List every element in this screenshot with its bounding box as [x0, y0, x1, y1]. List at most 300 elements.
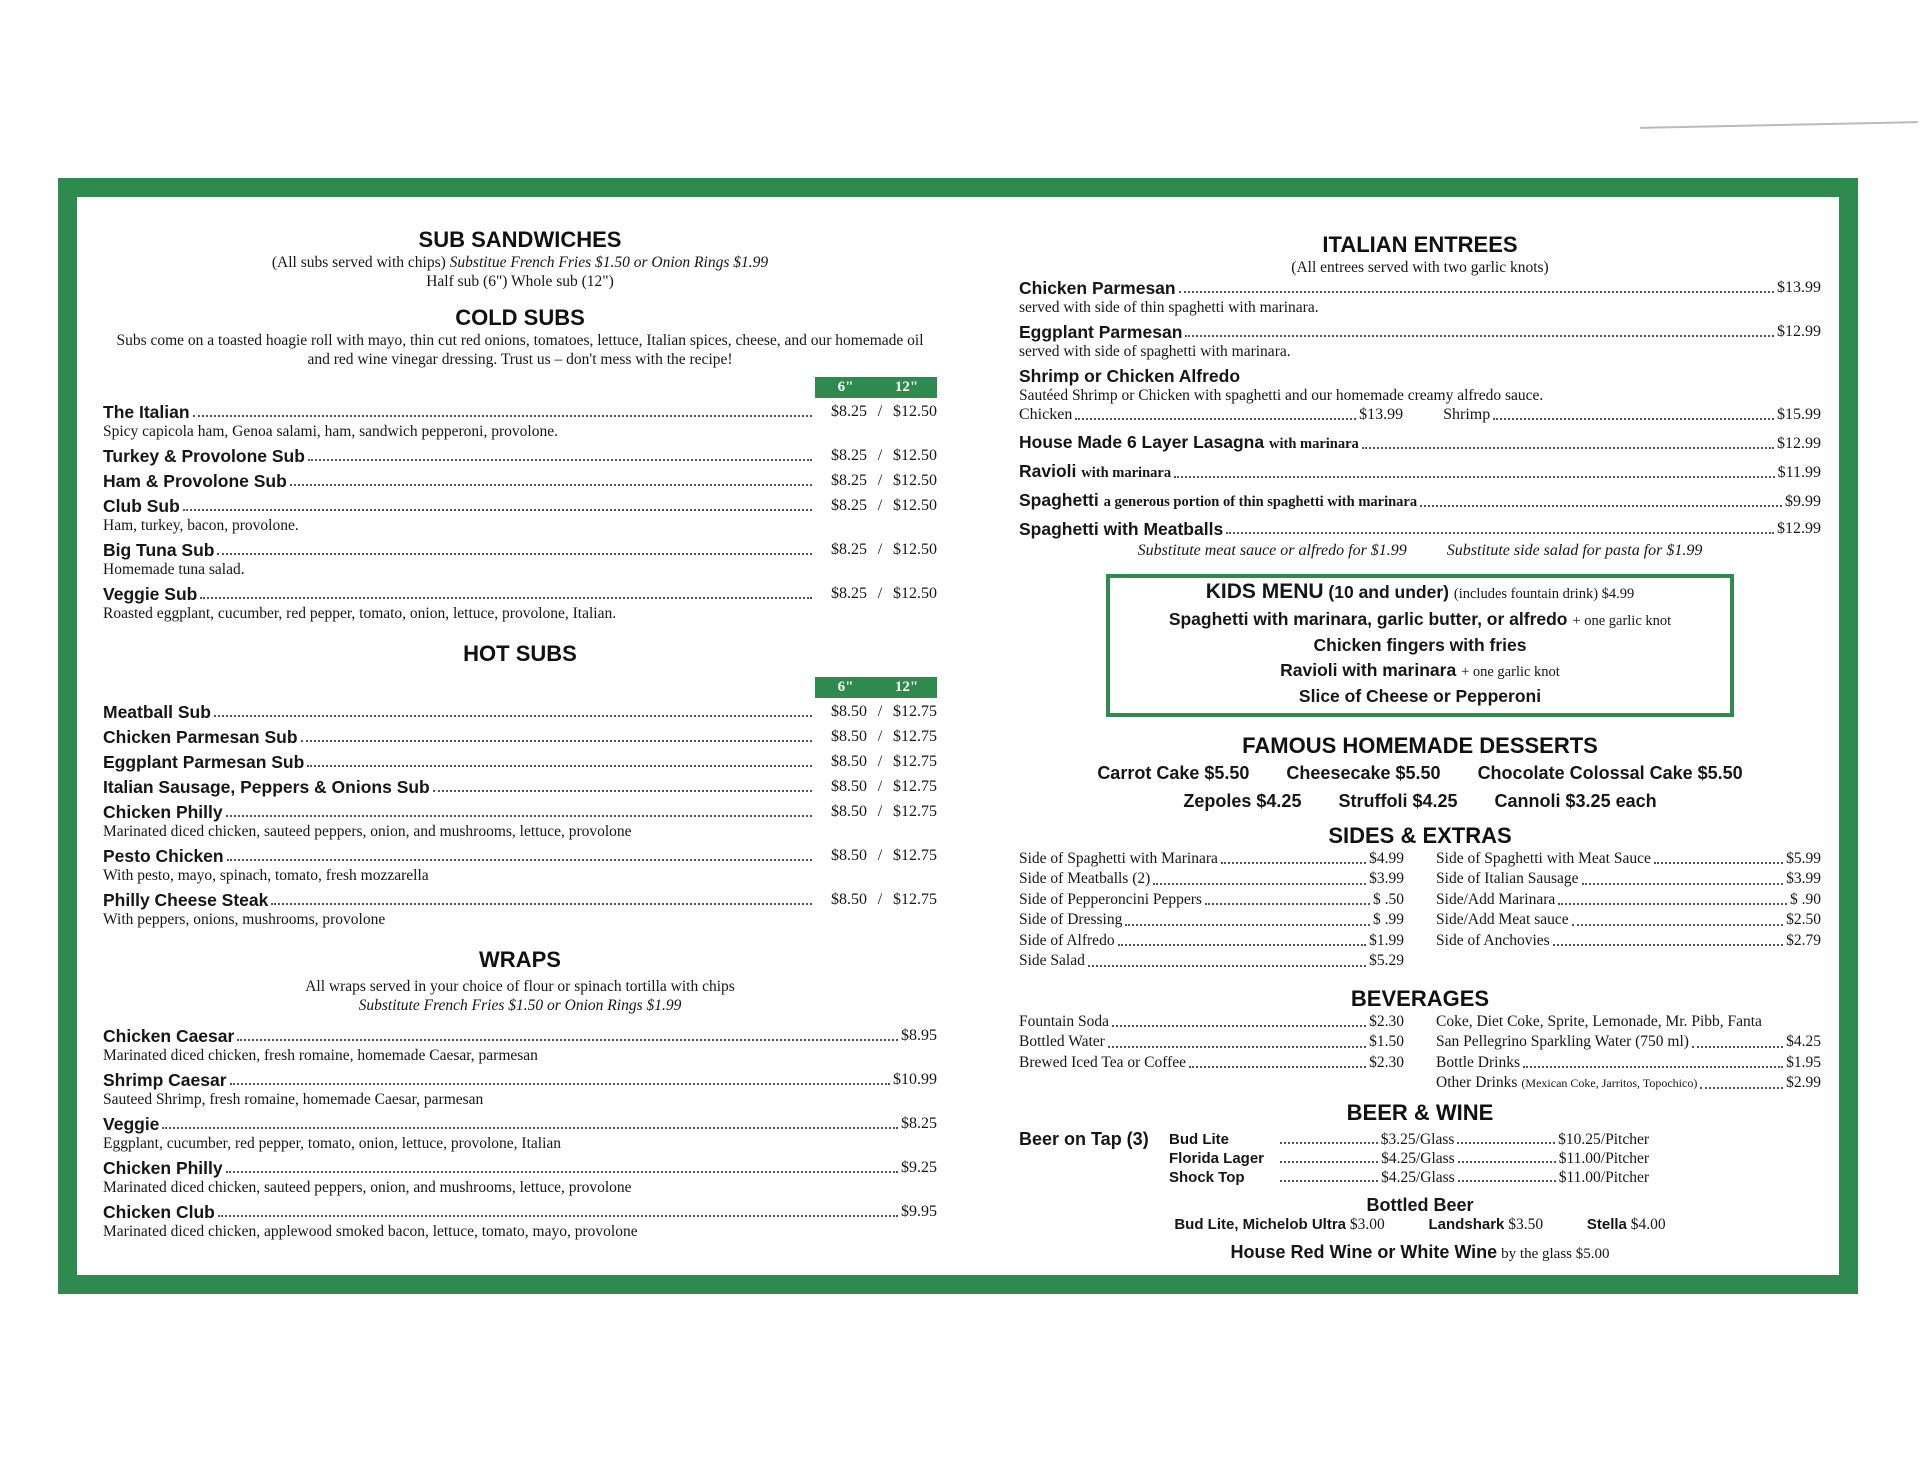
- dot-leader: [1553, 944, 1783, 946]
- item-price: $5.29: [1369, 952, 1404, 969]
- wrap-price: $8.95: [901, 1027, 937, 1044]
- price-row: [1019, 910, 1404, 931]
- price-separator: /: [877, 803, 883, 820]
- dot-leader: [308, 459, 812, 461]
- price-row: [1019, 1012, 1404, 1033]
- house-wine-name: House Red Wine or White Wine: [1230, 1241, 1498, 1262]
- dot-leader: [1572, 924, 1784, 926]
- cold-subs-note: Subs come on a toasted hoagie roll with mayo, thin cut red onions, tomatoes, lettuce, Italian spices, cheese, and our homemade oil and red wine vinegar dressing. Trust us – don't mess with the recipe!: [116, 332, 924, 368]
- dot-leader: [1420, 505, 1782, 507]
- dot-leader: [1457, 1130, 1555, 1144]
- kids-item-extra: + one garlic knot: [1461, 663, 1560, 680]
- entree-lasagna: [1019, 431, 1821, 455]
- price-separator: /: [877, 472, 883, 489]
- price-12: $12.50: [893, 541, 937, 558]
- tap-beer-name: Florida Lager: [1169, 1149, 1265, 1167]
- wraps-note: All wraps served in your choice of flour or spinach tortilla with chips: [305, 978, 735, 995]
- dessert-item: Chocolate Colossal Cake $5.50: [1477, 762, 1743, 783]
- price-row: [1436, 931, 1821, 952]
- wraps-substitute-text: Substitute French Fries $1.50 or Onion Rings $1.99: [358, 997, 682, 1014]
- price-6: $8.50: [831, 778, 867, 795]
- dot-leader: [1179, 291, 1774, 293]
- wrap-name: Chicken Club: [103, 1202, 215, 1222]
- dot-leader: [290, 484, 812, 486]
- kids-item: [1110, 607, 1730, 634]
- item-name: Side of Meatballs (2): [1019, 870, 1151, 887]
- dessert-item: Cannoli $3.25 each: [1494, 790, 1657, 811]
- kids-item: Slice of Cheese or Pepperoni: [1298, 686, 1542, 706]
- dot-leader: [193, 415, 812, 417]
- wraps-list: [103, 1025, 937, 1240]
- price-row: [1019, 1053, 1404, 1074]
- substitute-salad-note: Substitute side salad for pasta for $1.99: [1446, 542, 1703, 559]
- tap-pitcher-price: $10.25/Pitcher: [1558, 1130, 1649, 1148]
- item-name: Side Salad: [1019, 952, 1085, 969]
- item-price: $2.79: [1786, 931, 1821, 949]
- dot-leader: [162, 1127, 898, 1129]
- beverages-right-items: [1436, 1032, 1821, 1094]
- sub-name: Pesto Chicken: [103, 846, 224, 866]
- price-6: $8.25: [831, 541, 867, 558]
- sub-prices: [815, 751, 937, 773]
- dot-leader: [237, 1039, 898, 1041]
- bottled-beer-price: $3.50: [1508, 1215, 1544, 1233]
- price-row: [1436, 849, 1821, 870]
- dot-leader: [433, 790, 812, 792]
- price-row: [1436, 1053, 1821, 1074]
- desserts-line-2: [1019, 787, 1821, 815]
- wraps-substitute-note: [103, 996, 937, 1015]
- sub-prices: [815, 470, 937, 492]
- wrap-desc: Marinated diced chicken, sauteed peppers, onion, and mushrooms, lettuce, provolone: [103, 1179, 632, 1196]
- beverages-title: BEVERAGES: [1350, 985, 1490, 1011]
- sub-name: Eggplant Parmesan Sub: [103, 752, 305, 772]
- price-12: $12.75: [893, 703, 937, 720]
- entree-substitutions: [1019, 542, 1821, 560]
- dot-leader: [1205, 903, 1370, 905]
- dot-leader: [1582, 883, 1784, 885]
- price-row: [1019, 869, 1404, 890]
- sub-prices: [815, 445, 937, 467]
- chips-note: (All subs served with chips): [271, 254, 446, 271]
- price-6: $8.50: [831, 847, 867, 864]
- sub-name: Chicken Philly: [103, 802, 223, 822]
- price-6: $8.25: [831, 497, 867, 514]
- sub-prices: [815, 726, 937, 748]
- price-6: $8.50: [831, 703, 867, 720]
- wrap-price: $8.25: [901, 1115, 937, 1132]
- dot-leader: [214, 715, 812, 717]
- price-12: $12.75: [893, 778, 937, 795]
- kids-menu-title-line: [1110, 580, 1730, 607]
- price-separator: /: [877, 585, 883, 602]
- price-12: $12.75: [893, 891, 937, 908]
- sides-table: [1019, 849, 1821, 972]
- entree-name: [1019, 460, 1171, 484]
- entree-price: $13.99: [1777, 279, 1821, 296]
- cold-subs-list: [103, 401, 937, 622]
- dessert-item: Zepoles $4.25: [1183, 790, 1302, 811]
- tap-list: [1169, 1130, 1649, 1187]
- item-name: Side of Spaghetti with Meat Sauce: [1436, 849, 1651, 867]
- price-row: [1019, 951, 1404, 972]
- dot-leader: [1654, 862, 1783, 864]
- sub-name: The Italian: [103, 402, 190, 422]
- entree-name: Chicken Parmesan: [1019, 278, 1176, 298]
- item-price: $3.99: [1369, 870, 1404, 887]
- dot-leader: [1189, 1066, 1366, 1068]
- item-name: Side of Alfredo: [1019, 931, 1115, 949]
- sub-name: Ham & Provolone Sub: [103, 471, 287, 491]
- dot-leader: [1362, 447, 1774, 449]
- sub-desc: Roasted eggplant, cucumber, red pepper, tomato, onion, lettuce, provolone, Italian.: [103, 605, 617, 622]
- sub-name: Meatball Sub: [103, 702, 211, 722]
- item-name: Bottle Drinks: [1436, 1053, 1521, 1071]
- bottled-beer-title: Bottled Beer: [1366, 1194, 1474, 1215]
- item-name: Side of Italian Sausage: [1436, 870, 1579, 887]
- desserts-title: FAMOUS HOMEMADE DESSERTS: [1242, 732, 1598, 758]
- dessert-item: Carrot Cake $5.50: [1097, 762, 1250, 783]
- bottled-beer-name: Bud Lite, Michelob Ultra: [1174, 1215, 1347, 1233]
- kids-menu-title: KIDS MENU: [1205, 580, 1324, 603]
- alfredo-shrimp-price: $15.99: [1777, 406, 1822, 423]
- price-separator: /: [877, 703, 883, 720]
- dot-leader: [1153, 883, 1366, 885]
- sub-item: [103, 701, 937, 723]
- sub-item: [103, 776, 937, 798]
- wrap-name: Shrimp Caesar: [103, 1070, 227, 1090]
- dot-leader: [1221, 862, 1366, 864]
- dot-leader: [217, 553, 812, 555]
- hot-size-header: [103, 677, 937, 698]
- entree-name: Eggplant Parmesan: [1019, 322, 1183, 342]
- entree-ravioli: [1019, 460, 1821, 484]
- entree-spaghetti: [1019, 489, 1821, 513]
- entree-desc: served with side of spaghetti with marinara.: [1019, 343, 1291, 360]
- sub-item: [103, 495, 937, 517]
- bottled-beer-name: Stella: [1586, 1215, 1627, 1233]
- price-separator: /: [877, 541, 883, 558]
- price-12: $12.50: [893, 585, 937, 602]
- price-row: [1019, 931, 1404, 952]
- entree-price: $12.99: [1777, 435, 1821, 452]
- sub-name: Club Sub: [103, 496, 180, 516]
- price-12: $12.75: [893, 847, 937, 864]
- entree-name: [1019, 431, 1359, 455]
- dot-leader: [307, 765, 812, 767]
- dot-leader: [226, 815, 812, 817]
- sub-desc: With pesto, mayo, spinach, tomato, fresh mozzarella: [103, 867, 429, 884]
- item-price: $1.99: [1369, 931, 1404, 949]
- dot-leader: [1174, 476, 1775, 478]
- dessert-item: Struffoli $4.25: [1338, 790, 1458, 811]
- price-row: [1436, 890, 1821, 911]
- dot-leader: [183, 509, 812, 511]
- sub-item: [103, 583, 937, 605]
- dot-leader: [1458, 1168, 1556, 1182]
- tap-beer-name: Bud Lite: [1169, 1130, 1229, 1148]
- item-name: Other Drinks: [1436, 1074, 1518, 1091]
- dot-leader: [1280, 1130, 1378, 1144]
- sub-desc: Homemade tuna salad.: [103, 561, 245, 578]
- sub-prices: [815, 583, 937, 605]
- item-price: $ .99: [1372, 911, 1404, 928]
- wrap-desc: Eggplant, cucumber, red pepper, tomato, onion, lettuce, provolone, Italian: [103, 1135, 562, 1152]
- wrap-price: $9.95: [901, 1203, 937, 1220]
- item-name: San Pellegrino Sparkling Water (750 ml): [1436, 1033, 1689, 1050]
- price-6: $8.50: [831, 753, 867, 770]
- size-6-label: 6": [837, 679, 854, 695]
- wrap-item: [103, 1069, 937, 1091]
- entree-alfredo: [1019, 365, 1821, 387]
- price-separator: /: [877, 891, 883, 908]
- menu-frame: [58, 178, 1858, 1294]
- kids-item: [1110, 658, 1730, 685]
- hot-subs-title: HOT SUBS: [463, 641, 577, 666]
- sub-name: Philly Cheese Steak: [103, 890, 269, 910]
- price-row: [1436, 910, 1821, 931]
- spaghetti-sub: a generous portion of thin spaghetti with marinara: [1103, 494, 1418, 510]
- sub-item: [103, 889, 937, 911]
- item-price: $1.95: [1786, 1053, 1821, 1071]
- price-row: [1436, 869, 1821, 890]
- sub-desc: Spicy capicola ham, Genoa salami, ham, sandwich pepperoni, provolone.: [103, 423, 558, 440]
- price-12: $12.75: [893, 803, 937, 820]
- spaghetti-name: Spaghetti: [1019, 490, 1099, 510]
- left-column: [103, 197, 937, 1245]
- sub-item: [103, 726, 937, 748]
- dot-leader: [1088, 965, 1366, 967]
- alfredo-shrimp-label: Shrimp: [1443, 406, 1491, 423]
- right-column: [1019, 197, 1821, 1263]
- item-name: Fountain Soda: [1019, 1012, 1109, 1030]
- margin-scribble: [1640, 121, 1918, 129]
- bottled-beer-price: $4.00: [1630, 1215, 1666, 1233]
- price-6: $8.50: [831, 891, 867, 908]
- price-row: [1019, 890, 1404, 911]
- price-separator: /: [877, 403, 883, 420]
- item-price: $ .90: [1790, 890, 1821, 908]
- dot-leader: [1108, 1046, 1366, 1048]
- price-separator: /: [877, 447, 883, 464]
- dot-leader: [200, 597, 812, 599]
- wrap-name: Chicken Philly: [103, 1158, 223, 1178]
- kids-item-name: Spaghetti with marinara, garlic butter, or alfredo: [1168, 608, 1568, 629]
- entree-name: Spaghetti with Meatballs: [1019, 519, 1224, 539]
- beer-on-tap: [1019, 1130, 1821, 1187]
- substitute-sauce-note: Substitute meat sauce or alfredo for $1.99: [1137, 542, 1407, 559]
- wrap-price: $9.25: [901, 1159, 937, 1176]
- wrap-item: [103, 1113, 937, 1135]
- sub-name: Veggie Sub: [103, 584, 198, 604]
- cold-subs-title: COLD SUBS: [455, 305, 585, 330]
- sub-item: [103, 470, 937, 492]
- entree-desc: Sautéed Shrimp or Chicken with spaghetti and our homemade creamy alfredo sauce.: [1019, 387, 1544, 404]
- beverages-table: [1019, 1012, 1821, 1094]
- entrees-note: (All entrees served with two garlic knots): [1291, 259, 1549, 276]
- tap-row: [1169, 1130, 1649, 1149]
- sub-prices: [815, 889, 937, 911]
- item-name: Bottled Water: [1019, 1033, 1105, 1050]
- lasagna-name: House Made 6 Layer Lasagna: [1019, 432, 1265, 452]
- ravioli-name: Ravioli: [1019, 461, 1077, 481]
- sub-prices: [815, 539, 937, 561]
- dot-leader: [1075, 418, 1356, 420]
- entree-name: Shrimp or Chicken Alfredo: [1019, 366, 1241, 386]
- cold-size-header: [103, 377, 937, 398]
- house-wine-price: by the glass $5.00: [1501, 1245, 1610, 1262]
- alfredo-chicken-price: $13.99: [1359, 406, 1404, 423]
- item-name: Side of Dressing: [1019, 911, 1123, 928]
- price-12: $12.75: [893, 728, 937, 745]
- wrap-price: $10.99: [893, 1071, 937, 1088]
- entree-eggplant-parmesan: [1019, 321, 1821, 343]
- half-whole-note: Half sub (6") Whole sub (12"): [426, 273, 614, 290]
- sub-name: Italian Sausage, Peppers & Onions Sub: [103, 777, 430, 797]
- sub-item: [103, 845, 937, 867]
- sub-item: [103, 801, 937, 823]
- dot-leader: [1700, 1087, 1783, 1089]
- item-price: $2.30: [1369, 1012, 1404, 1030]
- sub-prices: [815, 776, 937, 798]
- item-price: $5.99: [1786, 849, 1821, 867]
- entree-price: $9.99: [1785, 493, 1821, 510]
- wrap-name: Veggie: [103, 1114, 160, 1134]
- sub-desc: With peppers, onions, mushrooms, provolone: [103, 911, 386, 928]
- dot-leader: [227, 859, 812, 861]
- alfredo-chicken-label: Chicken: [1019, 406, 1073, 423]
- price-6: $8.25: [831, 447, 867, 464]
- sub-prices: [815, 845, 937, 867]
- wrap-item: [103, 1157, 937, 1179]
- price-separator: /: [877, 753, 883, 770]
- size-12-label: 12": [894, 379, 919, 395]
- item-name: Brewed Iced Tea or Coffee: [1019, 1053, 1187, 1071]
- sub-sandwiches-title: SUB SANDWICHES: [418, 227, 622, 252]
- tap-row: [1169, 1149, 1649, 1168]
- dot-leader: [301, 740, 812, 742]
- price-6: $8.50: [831, 803, 867, 820]
- sub-prices: [815, 701, 937, 723]
- item-price: $3.99: [1786, 870, 1821, 887]
- bottled-beer-price: $3.00: [1349, 1215, 1385, 1233]
- price-separator: /: [877, 728, 883, 745]
- price-separator: /: [877, 847, 883, 864]
- dot-leader: [1558, 903, 1787, 905]
- item-name: Side/Add Meat sauce: [1436, 911, 1569, 928]
- item-price: $ .50: [1372, 890, 1404, 908]
- sub-desc: Ham, turkey, bacon, provolone.: [103, 517, 299, 534]
- item-price: $2.99: [1786, 1074, 1821, 1091]
- item-name: Side of Anchovies: [1436, 931, 1550, 949]
- beer-on-tap-label: Beer on Tap (3): [1019, 1128, 1149, 1149]
- desserts-line-1: [1019, 759, 1821, 787]
- alfredo-prices: [1019, 404, 1821, 426]
- wrap-desc: Marinated diced chicken, applewood smoked bacon, lettuce, tomato, mayo, provolone: [103, 1223, 638, 1240]
- sub-item: [103, 751, 937, 773]
- sub-prices: [815, 401, 937, 423]
- sides-left-list: [1019, 849, 1404, 972]
- price-row: [1019, 1032, 1404, 1053]
- bottled-beer-list: [1019, 1216, 1821, 1234]
- kids-price-note: (includes fountain drink) $4.99: [1453, 586, 1635, 602]
- wraps-title: WRAPS: [479, 947, 561, 972]
- wrap-name: Chicken Caesar: [103, 1026, 235, 1046]
- dot-leader: [271, 903, 812, 905]
- tap-row: [1169, 1168, 1649, 1187]
- italian-entrees-title: ITALIAN ENTREES: [1322, 232, 1518, 257]
- price-6: $8.25: [831, 403, 867, 420]
- item-price: $4.25: [1786, 1033, 1821, 1050]
- sub-item: [103, 539, 937, 561]
- dot-leader: [226, 1171, 898, 1173]
- dot-leader: [1493, 418, 1774, 420]
- beverages-right-list: [1436, 1012, 1821, 1094]
- dot-leader: [218, 1215, 898, 1217]
- tap-glass-price: $4.25/Glass: [1381, 1149, 1455, 1167]
- entree-price: $12.99: [1777, 520, 1821, 537]
- item-sub: (Mexican Coke, Jarritos, Topochico): [1521, 1076, 1698, 1090]
- price-6: $8.25: [831, 472, 867, 489]
- entree-price: $12.99: [1777, 323, 1821, 340]
- sub-prices: [815, 495, 937, 517]
- item-price: $4.99: [1369, 849, 1404, 867]
- dot-leader: [1523, 1066, 1783, 1068]
- dot-leader: [1125, 924, 1370, 926]
- sub-desc: Marinated diced chicken, sauteed peppers, onion, and mushrooms, lettuce, provolone: [103, 823, 632, 840]
- soda-list-text: Coke, Diet Coke, Sprite, Lemonade, Mr. Pibb, Fanta: [1436, 1012, 1762, 1030]
- dot-leader: [1226, 532, 1774, 534]
- wrap-item: [103, 1201, 937, 1223]
- sides-title: SIDES & EXTRAS: [1328, 822, 1512, 848]
- sub-item: [103, 445, 937, 467]
- item-name: Side of Spaghetti with Marinara: [1019, 849, 1218, 867]
- kids-menu-box: [1106, 574, 1734, 717]
- item-price: $1.50: [1369, 1033, 1404, 1050]
- dot-leader: [1118, 944, 1367, 946]
- kids-item: Chicken fingers with fries: [1313, 635, 1527, 655]
- soda-list: [1436, 1012, 1821, 1033]
- price-12: $12.50: [893, 497, 937, 514]
- beer-wine-title: BEER & WINE: [1346, 1099, 1494, 1125]
- entree-spaghetti-meatballs: [1019, 518, 1821, 540]
- price-separator: /: [877, 778, 883, 795]
- tap-glass-price: $4.25/Glass: [1381, 1168, 1455, 1186]
- substitute-note: Substitue French Fries $1.50 or Onion Rings $1.99: [449, 254, 769, 271]
- wrap-desc: Sauteed Shrimp, fresh romaine, homemade Caesar, parmesan: [103, 1091, 484, 1108]
- beverages-left-list: [1019, 1012, 1404, 1094]
- tap-glass-price: $3.25/Glass: [1380, 1130, 1455, 1148]
- dot-leader: [230, 1083, 890, 1085]
- sub-name: Big Tuna Sub: [103, 540, 215, 560]
- price-12: $12.50: [893, 447, 937, 464]
- price-12: $12.50: [893, 403, 937, 420]
- dot-leader: [1692, 1046, 1783, 1048]
- tap-pitcher-price: $11.00/Pitcher: [1558, 1168, 1650, 1186]
- kids-item-extra: + one garlic knot: [1572, 612, 1672, 629]
- price-6: $8.50: [831, 728, 867, 745]
- item-name: Side/Add Marinara: [1436, 890, 1556, 908]
- sub-name: Turkey & Provolone Sub: [103, 446, 305, 466]
- wrap-desc: Marinated diced chicken, fresh romaine, homemade Caesar, parmesan: [103, 1047, 538, 1064]
- entree-desc: served with side of thin spaghetti with marinara.: [1019, 299, 1319, 316]
- dessert-item: Cheesecake $5.50: [1286, 762, 1441, 783]
- size-12-label: 12": [894, 679, 919, 695]
- kids-item-name: Ravioli with marinara: [1280, 659, 1457, 680]
- item-price: $2.50: [1786, 911, 1821, 928]
- dot-leader: [1458, 1149, 1556, 1163]
- tap-beer-name: Shock Top: [1169, 1168, 1245, 1186]
